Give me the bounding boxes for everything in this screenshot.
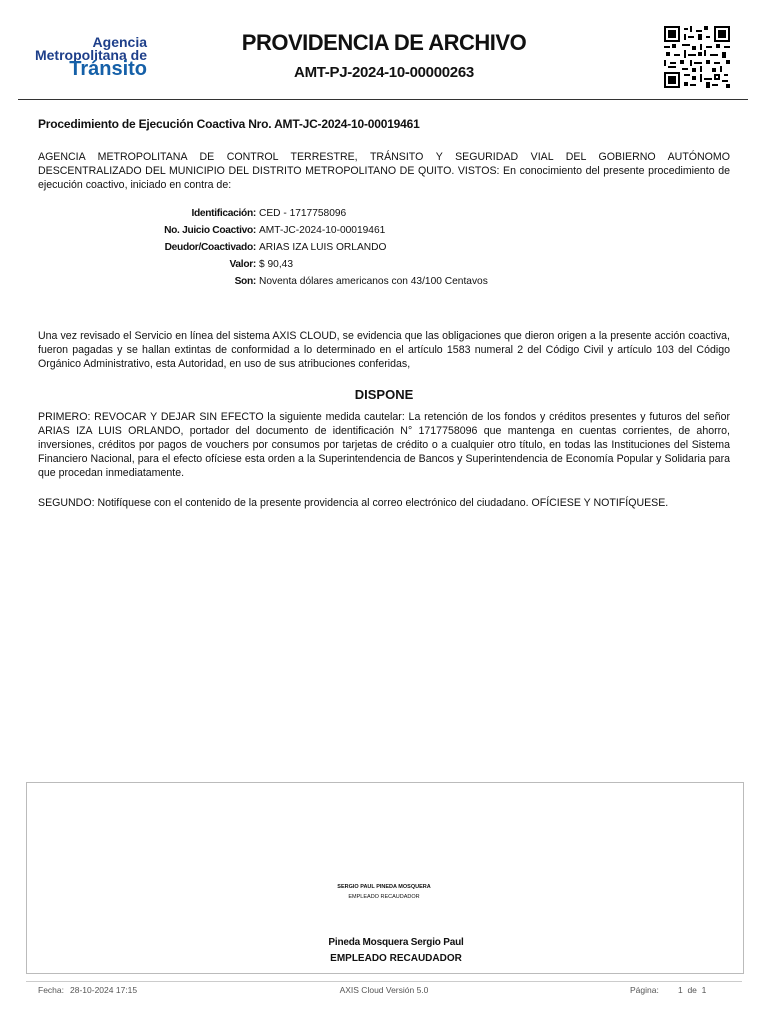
footer-date-label: Fecha: xyxy=(38,985,64,995)
footer-page-label: Página: xyxy=(630,985,659,995)
document-number: AMT-PJ-2024-10-00000263 xyxy=(294,64,474,81)
signature-stamp-role: EMPLEADO RECAUDADOR xyxy=(348,894,420,900)
detail-value: AMT-JC-2024-10-00019461 xyxy=(259,225,386,236)
logo-line-2: Metropolitana de xyxy=(34,47,147,63)
signer-name: Pineda Mosquera Sergio Paul xyxy=(328,937,464,948)
detail-value: ARIAS IZA LUIS ORLANDO xyxy=(259,242,387,253)
primero-paragraph: PRIMERO: REVOCAR Y DEJAR SIN EFECTO la siguiente medida cautelar: La retención de los fondos y créditos presentes y futuros del señor ARIAS IZA LUIS ORLANDO, portador del documento de identificación N° 1717758096 que mantenga en cuentas corrientes, de ahorro, inversiones, créditos por pagos de vouchers por consumos por tarjetas de crédito o a cualquier otro título, en todas las Instituciones del Sistema Financiero Nacional, para el efecto ofíciese esta orden a la Superintendencia de Bancos y Superintendencia de Economía Popular y Solidaria para que procedan inmediatamente. xyxy=(38,411,730,479)
detail-label: Identificación: xyxy=(191,208,256,219)
intro-paragraph: AGENCIA METROPOLITANA DE CONTROL TERRESTRE, TRÁNSITO Y SEGURIDAD VIAL DEL GOBIERNO AUTÓNOMO DESCENTRALIZADO DEL MUNICIPIO DEL DISTRITO METROPOLITANO DE QUITO. VISTOS: En conocimiento del presente procedimiento de ejecución coactivo, iniciado en contra de: xyxy=(38,151,730,191)
detail-value: $ 90,43 xyxy=(259,259,293,270)
footer-divider xyxy=(26,981,742,982)
segundo-paragraph: SEGUNDO: Notifíquese con el contenido de la presente providencia al correo electrónico del ciudadano. OFÍCIESE Y NOTIFÍQUESE. xyxy=(38,497,669,509)
procedure-title: Procedimiento de Ejecución Coactiva Nro. AMT-JC-2024-10-00019461 xyxy=(38,117,420,131)
review-paragraph: Una vez revisado el Servicio en línea del sistema AXIS CLOUD, se evidencia que las obligaciones que dieron origen a la presente acción coactiva, fueron pagadas y se hallan extintas de conformidad a lo determinado en el artículo 1583 numeral 2 del Código Civil y artículo 103 del Código Orgánico Administrativo, esta Autoridad, en uso de sus atribuciones conferidas, xyxy=(38,330,730,370)
dispone-heading: DISPONE xyxy=(354,387,414,402)
detail-label: Valor: xyxy=(229,259,256,270)
qr-code-icon xyxy=(664,26,730,88)
signer-role: EMPLEADO RECAUDADOR xyxy=(330,953,462,964)
detail-label: No. Juicio Coactivo: xyxy=(164,225,256,236)
detail-label: Son: xyxy=(234,276,256,287)
logo-line-3: Tránsito xyxy=(69,58,147,80)
footer-date-value: 28-10-2024 17:15 xyxy=(70,985,138,995)
footer-page-value: 1 de 1 xyxy=(678,985,707,995)
document-title: PROVIDENCIA DE ARCHIVO xyxy=(241,30,527,55)
signature-stamp-name: SERGIO PAUL PINEDA MOSQUERA xyxy=(337,884,431,890)
footer-version: AXIS Cloud Versión 5.0 xyxy=(339,985,429,995)
detail-value: Noventa dólares americanos con 43/100 Centavos xyxy=(259,276,488,287)
logo-line-1: Agencia xyxy=(92,34,147,50)
detail-value: CED - 1717758096 xyxy=(259,208,347,219)
detail-label: Deudor/Coactivado: xyxy=(164,242,256,253)
header-divider xyxy=(18,99,748,100)
